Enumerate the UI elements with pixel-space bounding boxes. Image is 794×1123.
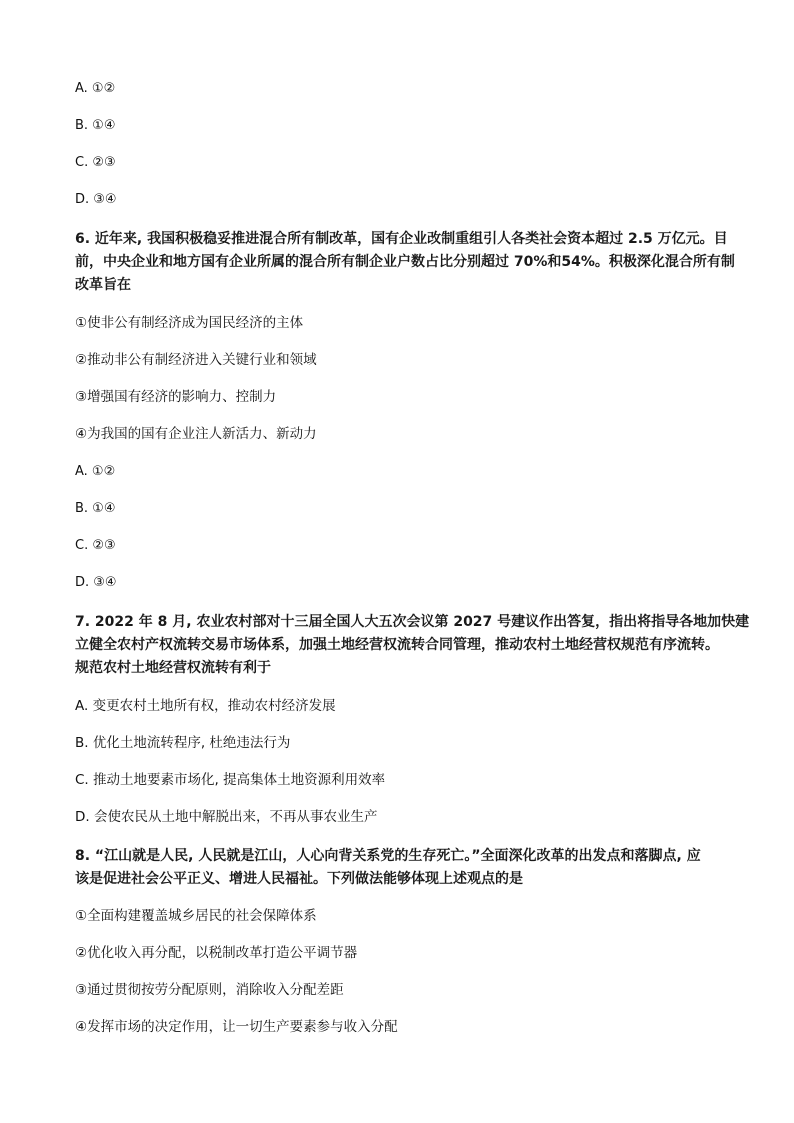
q6-option-c: C. ②③ — [75, 538, 116, 553]
q7-option-a: A. 变更农村土地所有权，推动农村经济发展 — [75, 698, 336, 714]
q6-stem-line-1: 6. 近年来, 我国积极稳妥推进混合所有制改革，国有企业改制重组引人各类社会资本超过 2.5 万亿元。目 — [75, 231, 728, 247]
q7-stem-line-3: 规范农村土地经营权流转有利于 — [75, 660, 271, 676]
q7-option-c: C. 推动土地要素市场化, 提高集体土地资源利用效率 — [75, 772, 386, 788]
q8-statement-2: ②优化收入再分配，以税制改革打造公平调节器 — [75, 945, 358, 961]
q7-stem-line-1: 7. 2022 年 8 月, 农业农村部对十三届全国人大五次会议第 2027 号建议作出答复，指出将指导各地加快建 — [75, 614, 750, 630]
q6-option-a: A. ①② — [75, 464, 116, 479]
q6-statement-4: ④为我国的国有企业注人新活力、新动力 — [75, 426, 317, 442]
prev-option-b: B. ①④ — [75, 118, 116, 133]
q6-stem-line-2: 前，中央企业和地方国有企业所属的混合所有制企业户数占比分别超过 70%和54%。积极深化混合所有制 — [75, 254, 735, 270]
q6-stem-line-3: 改革旨在 — [75, 277, 131, 293]
prev-option-a: A. ①② — [75, 81, 116, 96]
q6-option-b: B. ①④ — [75, 501, 116, 516]
q8-statement-4: ④发挥市场的决定作用，让一切生产要素参与收入分配 — [75, 1019, 398, 1035]
prev-option-d: D. ③④ — [75, 192, 117, 207]
q8-stem-line-1: 8. “江山就是人民, 人民就是江山，人心向背关系党的生存死亡。”全面深化改革的出发点和落脚点, 应 — [75, 848, 701, 864]
q8-statement-1: ①全面构建覆盖城乡居民的社会保障体系 — [75, 908, 317, 924]
q6-statement-2: ②推动非公有制经济进入关键行业和领域 — [75, 352, 317, 368]
q7-option-d: D. 会使农民从土地中解脱出来，不再从事农业生产 — [75, 809, 378, 825]
prev-option-c: C. ②③ — [75, 155, 116, 170]
q8-statement-3: ③通过贯彻按劳分配原则，消除收入分配差距 — [75, 982, 344, 998]
q6-statement-3: ③增强国有经济的影响力、控制力 — [75, 389, 277, 405]
q6-statement-1: ①使非公有制经济成为国民经济的主体 — [75, 315, 304, 331]
q8-stem-line-2: 该是促进社会公平正义、增进人民福祉。下列做法能够体现上述观点的是 — [75, 871, 523, 887]
q7-stem-line-2: 立健全农村产权流转交易市场体系，加强土地经营权流转合同管理，推动农村土地经营权规范有序流转。 — [75, 637, 719, 653]
q6-option-d: D. ③④ — [75, 575, 117, 590]
q7-option-b: B. 优化土地流转程序, 杜绝违法行为 — [75, 735, 291, 751]
